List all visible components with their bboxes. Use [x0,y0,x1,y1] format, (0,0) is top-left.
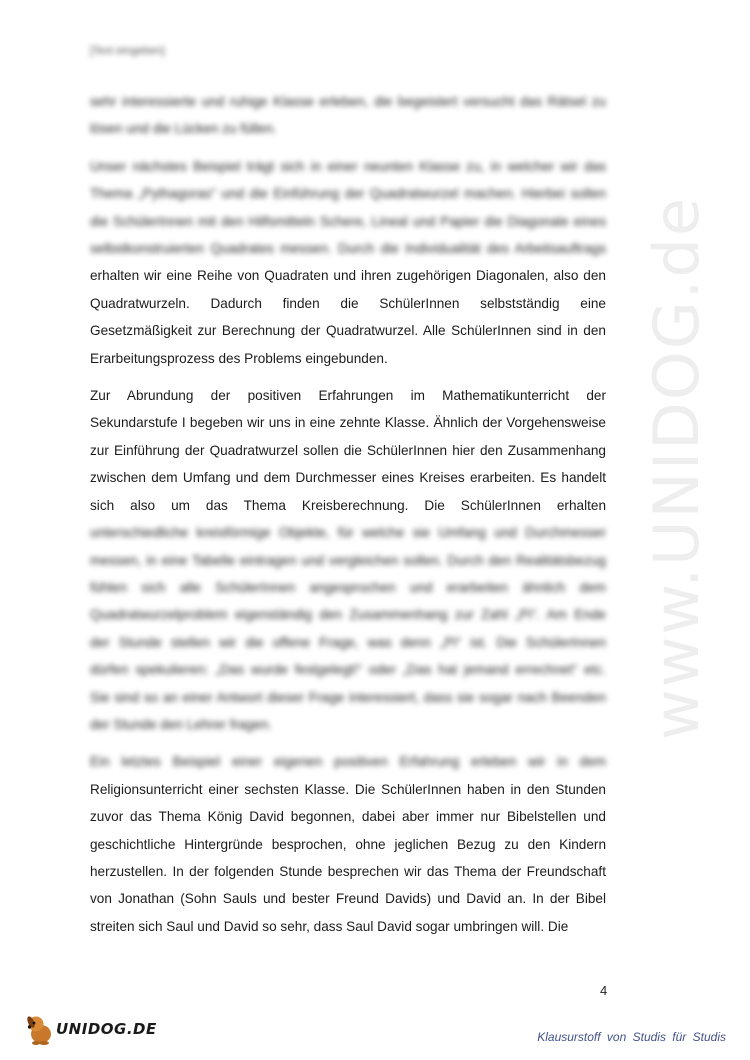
body-text [90,88,606,950]
text-line: von Jonathan (Sohn Sauls und bester Freund Davids) und David an. In der Bibel [90,891,606,907]
text-line: Erarbeitungsprozess des Problems eingebunden. [90,350,388,366]
page-number: 4 [600,983,608,998]
paragraph [90,748,606,940]
text-line: Thema „Pythagoras“ und die Einführung der Quadratwurzel machen. Hierbei sollen [90,186,606,202]
text-line: messen, in eine Tabelle eintragen und vergleichen sollen. Durch den Realitätsbezug [90,552,606,568]
footer-tagline: Klausurstoff von Studis für Studis [537,1030,726,1044]
dog-mascot-icon [22,1012,58,1046]
text-line: zwischen dem Umfang und dem Durchmesser eines Kreises erarbeiten. Es handelt [90,470,606,486]
logo [22,1012,157,1046]
text-line: die SchülerInnen mit den Hilfsmitteln Schere, Lineal und Papier die Diagonale eines [90,213,606,229]
text-line: lösen und die Lücken zu füllen. [90,121,277,137]
text-line: der Stunde stellen wir die offene Frage, was denn „Pi“ ist. Die SchülerInnen [90,634,606,650]
watermark: www.UNIDOG.de [640,196,713,740]
paragraph [90,153,606,372]
text-line: Ein letztes Beispiel einer eigenen positiven Erfahrung erleben wir in dem [90,754,606,770]
text-line: fühlen sich alle SchülerInnen angesprochen und erarbeiten ähnlich dem [90,579,606,595]
text-line: unterschiedliche kreisförmige Objekte, für welche sie Umfang und Durchmesser [90,525,606,541]
text-line: erhalten wir eine Reihe von Quadraten und ihren zugehörigen Diagonalen, also den [90,268,606,284]
text-line: dürfen spekulieren: „Das wurde festgelegt!“ oder „Das hat jemand errechnet“ etc. [90,662,606,678]
text-line: herzustellen. In der folgenden Stunde besprechen wir das Thema der Freundschaft [90,863,606,879]
text-line: sehr interessierte und ruhige Klasse erleben, die begeistert versucht das Rätsel zu [90,94,606,109]
text-line: geschichtliche Hintergründe besprochen, ohne jeglichen Bezug zu den Kindern [90,836,606,852]
text-line: Religionsunterricht einer sechsten Klasse. Die SchülerInnen haben in den Stunden [90,781,606,797]
paragraph [90,88,606,143]
text-line: sich also um das Thema Kreisberechnung. Die SchülerInnen erhalten [90,497,606,513]
logo-text: UNIDOG.DE [56,1020,157,1038]
text-line: der Stunde den Lehrer fragen. [90,716,273,732]
text-line: Sie sind so an einer Antwort dieser Frage interessiert, dass sie sogar nach Beenden [90,689,606,705]
text-line: streiten sich Saul und David so sehr, dass Saul David sogar umbringen will. Die [90,918,569,934]
text-line: Quadratwurzeln. Dadurch finden die SchülerInnen selbstständig eine [90,295,606,311]
text-line: Sekundarstufe I begeben wir uns in eine zehnte Klasse. Ähnlich der Vorgehensweise [90,415,606,431]
page-header: [Text eingeben] [90,45,165,57]
text-line: zuvor das Thema König David begonnen, dabei aber immer nur Bibelstellen und [90,809,606,825]
text-line: selbstkonstruierten Quadrates messen. Durch die Individualität des Arbeitsauftrags [90,241,606,257]
text-line: Quadratwurzelproblem eigenständig den Zusammenhang zur Zahl „Pi“. Am Ende [90,607,606,623]
paragraph [90,382,606,738]
text-line: Unser nächstes Beispiel trägt sich in einer neunten Klasse zu, in welcher wir das [90,158,606,174]
text-line: Zur Abrundung der positiven Erfahrungen im Mathematikunterricht der [90,388,606,404]
text-line: Gesetzmäßigkeit zur Berechnung der Quadratwurzel. Alle SchülerInnen sind in den [90,323,606,339]
text-line: zur Einführung der Quadratwurzel sollen die SchülerInnen hier den Zusammenhang [90,442,606,458]
